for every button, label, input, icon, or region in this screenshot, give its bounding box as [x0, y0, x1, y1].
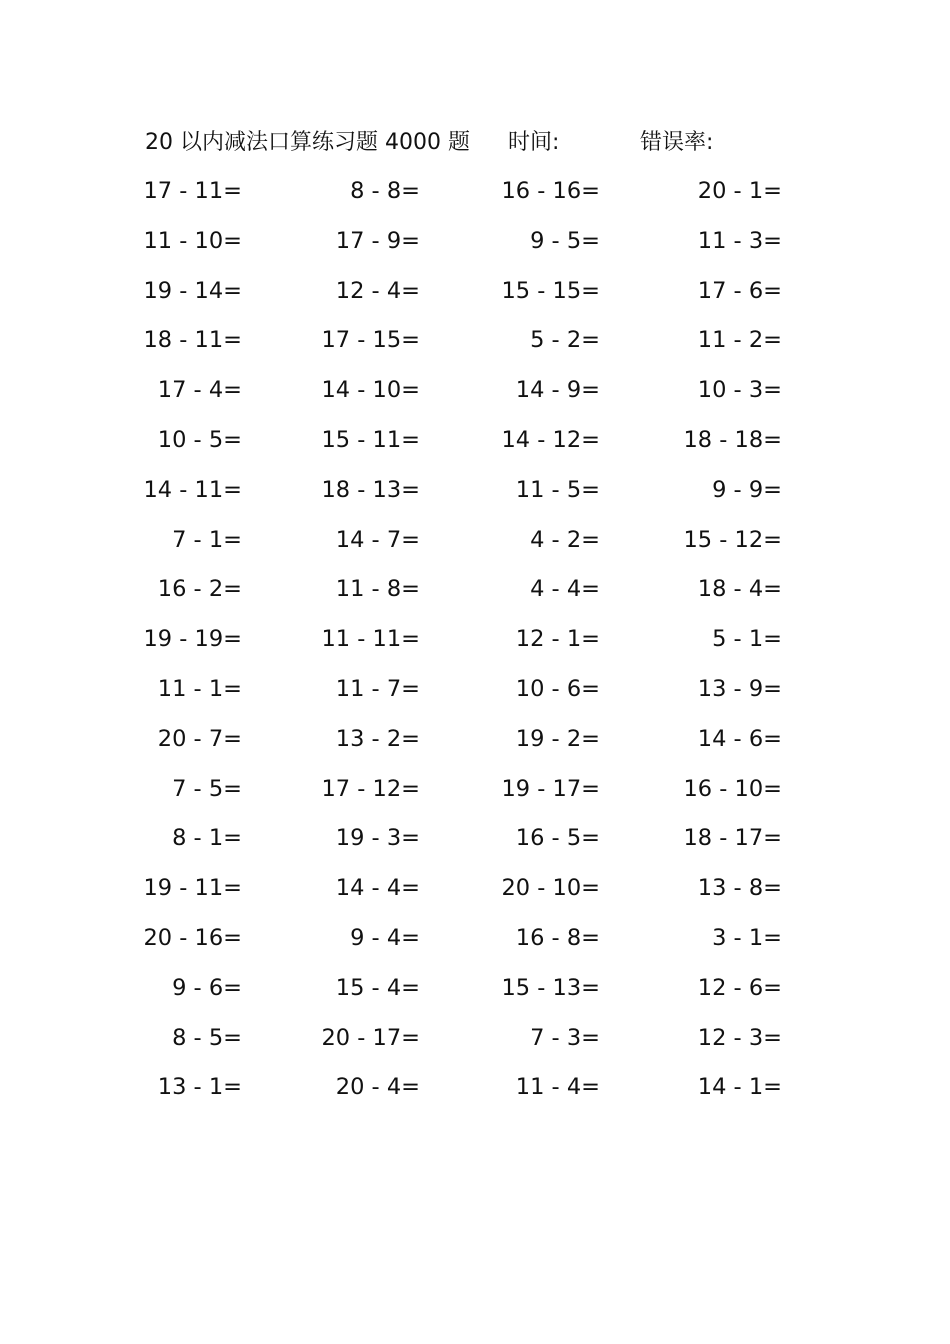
problem-item: 4 - 4= — [530, 576, 600, 603]
problem-item: 20 - 4= — [335, 1074, 420, 1101]
problem-item: 15 - 15= — [501, 277, 600, 304]
problem-item: 8 - 5= — [172, 1024, 242, 1051]
problem-item: 14 - 4= — [335, 875, 420, 902]
problem-item: 5 - 1= — [712, 626, 782, 653]
worksheet-title: 20 以内减法口算练习题 4000 题 — [145, 130, 470, 155]
problem-item: 18 - 13= — [321, 476, 420, 503]
problem-row — [0, 1021, 950, 1071]
problem-item: 17 - 11= — [143, 178, 242, 204]
problem-item: 16 - 10= — [683, 775, 782, 802]
problem-item: 10 - 5= — [157, 426, 242, 453]
problem-item: 16 - 5= — [515, 825, 600, 852]
problem-item: 15 - 12= — [683, 526, 782, 553]
problem-item: 11 - 11= — [321, 626, 420, 653]
worksheet-header — [0, 126, 950, 160]
problem-row — [0, 323, 950, 373]
problem-item: 17 - 15= — [321, 327, 420, 354]
problem-row — [0, 274, 950, 324]
problem-item: 5 - 2= — [530, 327, 600, 354]
problem-item: 8 - 1= — [172, 825, 242, 852]
problem-item: 20 - 7= — [157, 725, 242, 752]
problem-item: 19 - 11= — [143, 875, 242, 902]
problem-grid — [0, 174, 950, 1120]
problem-item: 9 - 4= — [350, 924, 420, 951]
problem-row — [0, 622, 950, 672]
problem-item: 7 - 1= — [172, 526, 242, 553]
problem-item: 12 - 4= — [335, 277, 420, 304]
problem-item: 10 - 3= — [697, 377, 782, 404]
problem-item: 18 - 4= — [697, 576, 782, 603]
problem-item: 16 - 16= — [501, 178, 600, 204]
problem-item: 13 - 1= — [157, 1074, 242, 1101]
problem-item: 17 - 12= — [321, 775, 420, 802]
problem-item: 18 - 18= — [683, 426, 782, 453]
problem-item: 4 - 2= — [530, 526, 600, 553]
problem-item: 17 - 4= — [157, 377, 242, 404]
problem-item: 19 - 2= — [515, 725, 600, 752]
problem-row — [0, 871, 950, 921]
problem-row — [0, 373, 950, 423]
time-label: 时间: — [508, 130, 560, 155]
problem-item: 14 - 11= — [143, 476, 242, 503]
problem-item: 18 - 17= — [683, 825, 782, 852]
problem-row — [0, 772, 950, 822]
problem-row — [0, 473, 950, 523]
problem-item: 11 - 10= — [143, 227, 242, 254]
problem-item: 11 - 5= — [515, 476, 600, 503]
problem-item: 8 - 8= — [350, 178, 420, 204]
problem-item: 12 - 3= — [697, 1024, 782, 1051]
problem-item: 19 - 19= — [143, 626, 242, 653]
problem-item: 12 - 6= — [697, 974, 782, 1001]
problem-item: 20 - 10= — [501, 875, 600, 902]
problem-item: 20 - 1= — [697, 178, 782, 204]
problem-item: 14 - 1= — [697, 1074, 782, 1101]
problem-item: 17 - 6= — [697, 277, 782, 304]
problem-item: 3 - 1= — [712, 924, 782, 951]
problem-item: 11 - 8= — [335, 576, 420, 603]
error-rate-label: 错误率: — [640, 130, 714, 155]
problem-item: 9 - 6= — [172, 974, 242, 1001]
problem-item: 20 - 16= — [143, 924, 242, 951]
problem-item: 11 - 3= — [697, 227, 782, 254]
problem-item: 19 - 14= — [143, 277, 242, 304]
problem-row — [0, 821, 950, 871]
problem-row — [0, 572, 950, 622]
problem-item: 14 - 12= — [501, 426, 600, 453]
problem-item: 7 - 3= — [530, 1024, 600, 1051]
problem-item: 16 - 2= — [157, 576, 242, 603]
problem-item: 13 - 2= — [335, 725, 420, 752]
problem-item: 17 - 9= — [335, 227, 420, 254]
problem-item: 10 - 6= — [515, 675, 600, 702]
problem-item: 13 - 9= — [697, 675, 782, 702]
problem-row — [0, 174, 950, 224]
problem-item: 11 - 2= — [697, 327, 782, 354]
problem-item: 13 - 8= — [697, 875, 782, 902]
problem-item: 19 - 17= — [501, 775, 600, 802]
problem-item: 14 - 6= — [697, 725, 782, 752]
problem-item: 20 - 17= — [321, 1024, 420, 1051]
problem-item: 15 - 4= — [335, 974, 420, 1001]
problem-item: 14 - 10= — [321, 377, 420, 404]
problem-row — [0, 672, 950, 722]
problem-row — [0, 921, 950, 971]
problem-item: 15 - 11= — [321, 426, 420, 453]
problem-row — [0, 224, 950, 274]
problem-item: 19 - 3= — [335, 825, 420, 852]
problem-row — [0, 1070, 950, 1120]
problem-item: 9 - 5= — [530, 227, 600, 254]
problem-row — [0, 523, 950, 573]
problem-item: 11 - 1= — [157, 675, 242, 702]
problem-item: 14 - 7= — [335, 526, 420, 553]
problem-item: 16 - 8= — [515, 924, 600, 951]
problem-row — [0, 722, 950, 772]
problem-item: 11 - 7= — [335, 675, 420, 702]
problem-item: 14 - 9= — [515, 377, 600, 404]
problem-item: 9 - 9= — [712, 476, 782, 503]
problem-row — [0, 423, 950, 473]
problem-item: 11 - 4= — [515, 1074, 600, 1101]
problem-item: 7 - 5= — [172, 775, 242, 802]
problem-row — [0, 971, 950, 1021]
problem-item: 12 - 1= — [515, 626, 600, 653]
problem-item: 18 - 11= — [143, 327, 242, 354]
problem-item: 15 - 13= — [501, 974, 600, 1001]
